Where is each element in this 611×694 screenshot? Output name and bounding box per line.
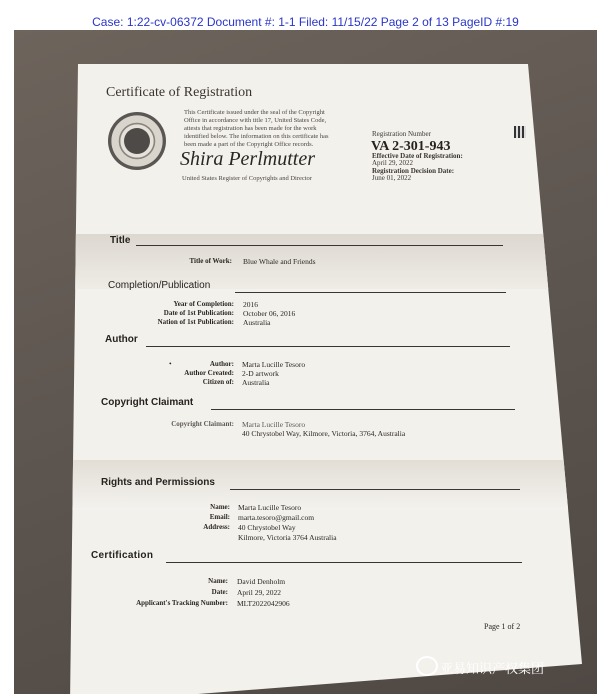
- intro-line: Office in accordance with title 17, United States Code,: [184, 117, 327, 124]
- publication-nation: Australia: [243, 318, 271, 327]
- rights-address-label: Address:: [203, 523, 230, 531]
- author-name: Marta Lucille Tesoro: [242, 360, 306, 369]
- author-created-label: Author Created:: [184, 369, 234, 377]
- claimant-name: Marta Lucille Tesoro: [242, 420, 306, 429]
- decision-date: June 01, 2022: [372, 174, 412, 182]
- rights-address-line2: Kilmore, Victoria 3764 Australia: [238, 533, 337, 542]
- section-rule: [146, 346, 510, 347]
- certificate-title: Certificate of Registration: [106, 85, 253, 100]
- document-photo: [14, 30, 597, 694]
- section-heading-title: Title: [110, 235, 131, 246]
- year-of-completion-label: Year of Completion:: [173, 300, 234, 308]
- rights-email: marta.tesoro@gmail.com: [238, 513, 315, 522]
- title-of-work-label: Title of Work:: [189, 257, 232, 265]
- effective-date: April 29, 2022: [372, 159, 414, 167]
- wechat-icon: [416, 656, 438, 676]
- intro-line: This Certificate issued under the seal of the Copyright: [184, 109, 325, 116]
- section-heading-claimant: Copyright Claimant: [101, 397, 194, 408]
- title-of-work: Blue Whale and Friends: [243, 257, 316, 266]
- author-bullet: •: [169, 359, 172, 368]
- first-publication-date-label: Date of 1st Publication:: [163, 309, 234, 317]
- register-signature: Shira Perlmutter: [180, 148, 315, 170]
- section-heading-rights: Rights and Permissions: [101, 477, 215, 488]
- registration-number-label: Registration Number: [372, 130, 431, 138]
- effective-date-label: Effective Date of Registration:: [372, 152, 463, 160]
- section-rule: [136, 245, 503, 246]
- rights-address-line1: 40 Chrystobel Way: [238, 523, 296, 532]
- certification-date-label: Date:: [211, 588, 228, 596]
- certification-name-label: Name:: [208, 577, 228, 585]
- citizen-of-label: Citizen of:: [202, 378, 234, 386]
- tracking-number-label: Applicant's Tracking Number:: [136, 599, 228, 607]
- year-of-completion: 2016: [243, 300, 258, 309]
- intro-line: been made a part of the Copyright Office records.: [184, 141, 314, 148]
- first-publication-date: October 06, 2016: [243, 309, 296, 318]
- tracking-number: MLT2022042906: [237, 599, 290, 608]
- rights-name-label: Name:: [210, 503, 230, 511]
- decision-date-label: Registration Decision Date:: [372, 167, 455, 175]
- claimant-label: Copyright Claimant:: [171, 420, 234, 428]
- eagle-icon: [124, 128, 150, 154]
- author-created: 2-D artwork: [242, 369, 279, 378]
- case-header: Case: 1:22-cv-06372 Document #: 1-1 Filed: 11/15/22 Page 2 of 13 PageID #:19: [92, 15, 519, 29]
- signer-title: United States Register of Copyrights and Director: [182, 175, 312, 182]
- intro-line: identified below. The information on this certificate has: [184, 133, 329, 140]
- section-heading-author: Author: [105, 334, 138, 345]
- section-rule: [230, 489, 520, 490]
- page-footer: Page 1 of 2: [484, 622, 521, 631]
- claimant-address: 40 Chrystobel Way, Kilmore, Victoria, 3764, Australia: [242, 429, 406, 438]
- section-heading-completion: Completion/Publication: [108, 280, 211, 291]
- registration-number: VA 2-301-943: [371, 139, 451, 154]
- citizen-of: Australia: [242, 378, 270, 387]
- rights-email-label: Email:: [209, 513, 230, 521]
- intro-line: attests that registration has been made for the work: [184, 125, 317, 132]
- qr-code-icon: [514, 126, 526, 138]
- section-rule: [235, 292, 506, 293]
- publication-nation-label: Nation of 1st Publication:: [157, 318, 234, 326]
- section-rule: [211, 409, 515, 410]
- section-rule: [166, 562, 522, 563]
- rights-name: Marta Lucille Tesoro: [238, 503, 302, 512]
- author-label: Author:: [209, 360, 234, 368]
- section-heading-certification: Certification: [91, 550, 154, 561]
- certification-date: April 29, 2022: [237, 588, 281, 597]
- certification-name: David Denholm: [237, 577, 286, 586]
- watermark-text: 亚易知识产权集团: [440, 662, 545, 677]
